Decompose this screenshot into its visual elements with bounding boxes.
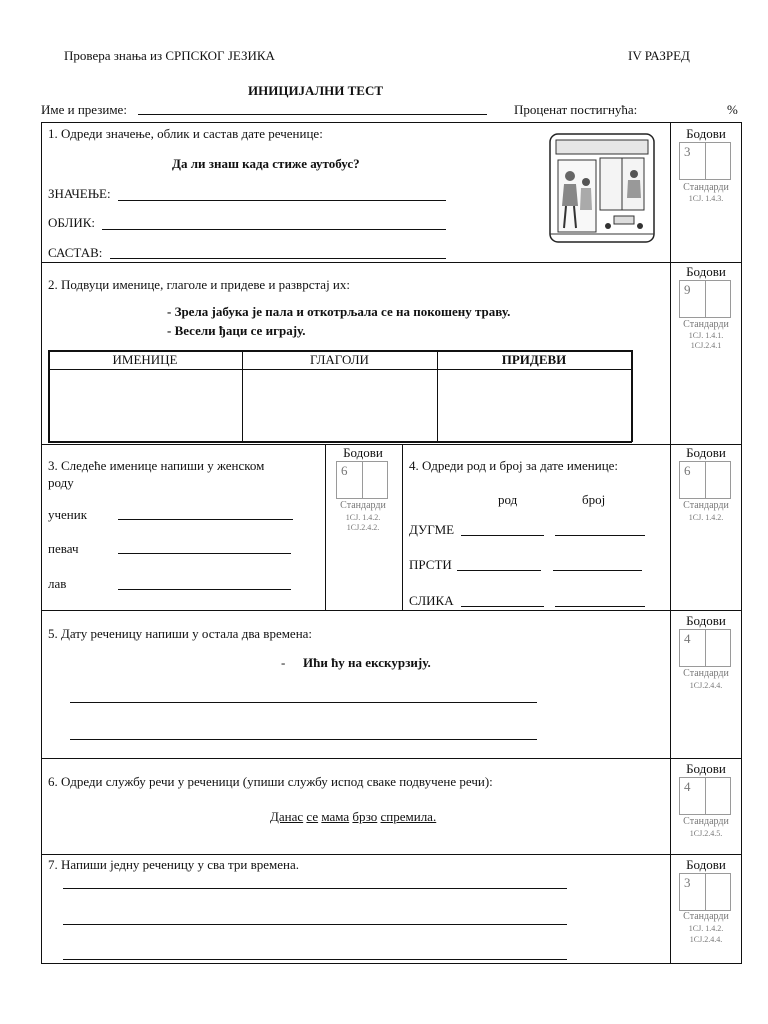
q2-text: 2. Подвуци именице, глаголе и придеве и разврстај их: bbox=[48, 277, 351, 292]
q4-number-1[interactable] bbox=[555, 535, 645, 536]
q7-score-box[interactable] bbox=[679, 873, 731, 911]
q1-sentence: Да ли знаш када стиже аутобус? bbox=[172, 156, 360, 171]
q5-standard-code: 1CJ.2.4.4. bbox=[689, 681, 723, 690]
q5-score-label: Бодови bbox=[686, 613, 726, 628]
q3-standards-label: Стандарди bbox=[340, 500, 386, 511]
q6-word-4: брзо bbox=[352, 809, 378, 824]
q3-answer-1[interactable] bbox=[118, 519, 293, 520]
q1-meaning-field[interactable] bbox=[118, 200, 446, 201]
q2-standard-code-1: 1CJ. 1.4.1. bbox=[688, 331, 724, 340]
q7-standard-code-2: 1CJ.2.4.4. bbox=[689, 935, 723, 944]
q4-gender-2[interactable] bbox=[457, 570, 541, 571]
q5-answer-1[interactable] bbox=[70, 702, 537, 703]
q5-points: 4 bbox=[684, 631, 691, 646]
q2-points: 9 bbox=[684, 282, 691, 297]
q7-answer-3[interactable] bbox=[63, 959, 567, 960]
q2-sentence-1: - Зрела јабука је пала и откотрљала се на покошену траву. bbox=[167, 304, 511, 319]
q1-score-box[interactable] bbox=[679, 142, 731, 180]
q4-score-box[interactable] bbox=[679, 461, 731, 499]
q4-number-3[interactable] bbox=[555, 606, 645, 607]
q7-answer-1[interactable] bbox=[63, 888, 567, 889]
q5-dash: - bbox=[281, 655, 286, 670]
q1-score-label: Бодови bbox=[686, 126, 726, 141]
q5-text: 5. Дату реченицу напиши у остала два времена: bbox=[48, 626, 313, 641]
q1-form-label: ОБЛИК: bbox=[48, 215, 96, 230]
q2-score-label: Бодови bbox=[686, 264, 726, 279]
q6-score-box[interactable] bbox=[679, 777, 731, 815]
col-adjectives-header: ПРИДЕВИ bbox=[501, 352, 567, 367]
q2-score-box[interactable] bbox=[679, 280, 731, 318]
q3-word-2: певач bbox=[48, 541, 79, 556]
q3-answer-3[interactable] bbox=[118, 589, 291, 590]
q7-standard-code-1: 1CJ. 1.4.2. bbox=[688, 924, 724, 933]
q4-col-gender: род bbox=[498, 492, 518, 507]
q4-score-label: Бодови bbox=[686, 445, 726, 460]
q4-standard-code: 1CJ. 1.4.2. bbox=[688, 513, 724, 522]
q5-standards-label: Стандарди bbox=[683, 668, 729, 679]
q1-standards-label: Стандарди bbox=[683, 182, 729, 193]
q6-word-1: Данас bbox=[270, 809, 304, 824]
q3-text-line-2: роду bbox=[48, 475, 74, 490]
q6-word-5: спремила. bbox=[380, 809, 437, 824]
q2-standard-code-2: 1CJ.2.4.1 bbox=[690, 341, 722, 350]
col-nouns-header: ИМЕНИЦЕ bbox=[112, 352, 178, 367]
q6-word-3: мама bbox=[321, 809, 350, 824]
q4-number-2[interactable] bbox=[553, 570, 642, 571]
nouns-cell[interactable] bbox=[50, 371, 240, 439]
adjectives-cell[interactable] bbox=[439, 371, 629, 439]
q7-standards-label: Стандарди bbox=[683, 911, 729, 922]
subject-title: Провера знања из СРПСКОГ ЈЕЗИКА bbox=[64, 48, 275, 63]
col-verbs-header: ГЛАГОЛИ bbox=[310, 352, 369, 367]
grade-label: IV РАЗРЕД bbox=[628, 48, 690, 63]
q7-points: 3 bbox=[684, 875, 691, 890]
q3-word-3: лав bbox=[48, 576, 67, 591]
q4-text: 4. Одреди род и број за дате именице: bbox=[409, 458, 619, 473]
q3-text-line-1: 3. Следеће именице напиши у женском bbox=[48, 458, 265, 473]
q2-standards-label: Стандарди bbox=[683, 319, 729, 330]
q5-answer-2[interactable] bbox=[70, 739, 537, 740]
q1-composition-label: САСТАВ: bbox=[48, 245, 103, 260]
q6-standards-label: Стандарди bbox=[683, 816, 729, 827]
q2-sentence-2: - Весели ђаци се играју. bbox=[167, 323, 306, 338]
q5-sentence: Ићи ћу на екскурзију. bbox=[303, 655, 431, 670]
q1-points: 3 bbox=[684, 144, 691, 159]
q4-gender-1[interactable] bbox=[461, 535, 544, 536]
q6-standard-code: 1CJ.2.4.5. bbox=[689, 829, 723, 838]
q6-points: 4 bbox=[684, 779, 691, 794]
q4-gender-3[interactable] bbox=[461, 606, 544, 607]
q4-col-number: број bbox=[582, 492, 606, 507]
name-field[interactable] bbox=[138, 114, 487, 115]
q1-meaning-label: ЗНАЧЕЊЕ: bbox=[48, 186, 111, 201]
q1-composition-field[interactable] bbox=[110, 258, 446, 259]
q6-sentence bbox=[270, 809, 436, 825]
q4-standards-label: Стандарди bbox=[683, 500, 729, 511]
q4-word-2: ПРСТИ bbox=[409, 557, 452, 572]
percent-sign: % bbox=[727, 102, 738, 117]
q4-word-1: ДУГМЕ bbox=[409, 522, 455, 537]
q6-text: 6. Одреди службу речи у реченици (упиши службу испод сваке подвучене речи): bbox=[48, 774, 493, 789]
q6-score-label: Бодови bbox=[686, 761, 726, 776]
q3-answer-2[interactable] bbox=[118, 553, 291, 554]
q3-score-box[interactable] bbox=[336, 461, 388, 499]
q6-word-2: се bbox=[306, 809, 319, 824]
bus-illustration bbox=[544, 130, 658, 246]
q3-word-1: ученик bbox=[48, 507, 88, 522]
verbs-cell[interactable] bbox=[244, 371, 435, 439]
q1-standard-code: 1CJ. 1.4.3. bbox=[688, 194, 724, 203]
test-title: ИНИЦИЈАЛНИ ТЕСТ bbox=[248, 83, 384, 98]
q1-form-field[interactable] bbox=[102, 229, 446, 230]
q3-standard-code-1: 1CJ. 1.4.2. bbox=[345, 513, 381, 522]
q7-score-label: Бодови bbox=[686, 857, 726, 872]
q3-score-label: Бодови bbox=[343, 445, 383, 460]
name-label: Име и презиме: bbox=[41, 102, 127, 117]
q3-points: 6 bbox=[341, 463, 348, 478]
q5-score-box[interactable] bbox=[679, 629, 731, 667]
q7-text: 7. Напиши једну реченицу у сва три времена. bbox=[48, 857, 299, 872]
q7-answer-2[interactable] bbox=[63, 924, 567, 925]
q1-text: 1. Одреди значење, облик и састав дате реченице: bbox=[48, 126, 323, 141]
q4-word-3: СЛИКА bbox=[409, 593, 454, 608]
q3-standard-code-2: 1CJ.2.4.2. bbox=[346, 523, 380, 532]
percent-label: Проценат постигнућа: bbox=[514, 102, 638, 117]
q4-points: 6 bbox=[684, 463, 691, 478]
